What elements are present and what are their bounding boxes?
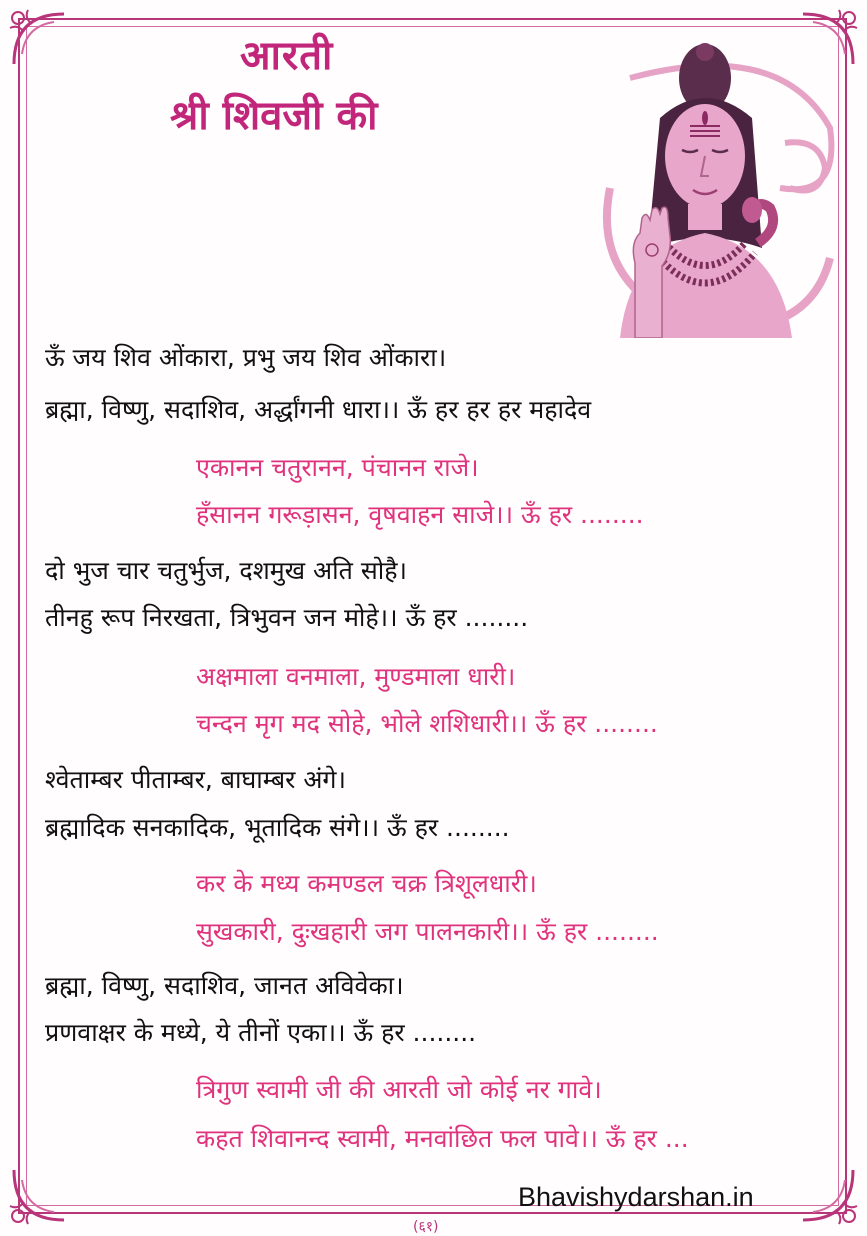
verse-8-line-2: कहत शिवानन्द स्वामी, मनवांछित फल पावे।। ऊँ हर ... (196, 1124, 689, 1153)
verse-1-line-1: ऊँ जय शिव ओंकारा, प्रभु जय शिव ओंकारा। (45, 343, 447, 372)
verse-7-line-1: ब्रह्मा, विष्णु, सदाशिव, जानत अविवेका। (45, 971, 404, 1000)
corner-ornament-icon (793, 1160, 863, 1230)
verse-1-line-2: ब्रह्मा, विष्णु, सदाशिव, अर्द्धांगनी धारा।। ऊँ हर हर हर महादेव (45, 395, 592, 424)
page-subtitle: श्री शिवजी की (170, 93, 378, 139)
verse-4-line-2: चन्दन मृग मद सोहे, भोले शशिधारी।। ऊँ हर ........ (196, 709, 658, 738)
verse-4-line-1: अक्षमाला वनमाला, मुण्डमाला धारी। (196, 662, 516, 691)
verse-5-line-1: श्वेताम्बर पीताम्बर, बाघाम्बर अंगे। (45, 765, 346, 794)
verse-6-line-1: कर के मध्य कमण्डल चक्र त्रिशूलधारी। (196, 869, 537, 898)
verse-7-line-2: प्रणवाक्षर के मध्ये, ये तीनों एका।। ऊँ हर ........ (45, 1018, 477, 1047)
verse-5-line-2: ब्रह्मादिक सनकादिक, भूतादिक संगे।। ऊँ हर ........ (45, 813, 510, 842)
verse-3-line-1: दो भुज चार चतुर्भुज, दशमुख अति सोहै। (45, 556, 407, 585)
corner-ornament-icon (4, 4, 74, 74)
verse-2-line-1: एकानन चतुरानन, पंचानन राजे। (196, 453, 479, 482)
verse-2-line-2: हँसानन गरूड़ासन, वृषवाहन साजे।। ऊँ हर ........ (196, 500, 644, 529)
page-title: आरती (240, 33, 334, 79)
verse-6-line-2: सुखकारी, दुःखहारी जग पालनकारी।। ऊँ हर ........ (196, 917, 659, 946)
verse-8-line-1: त्रिगुण स्वामी जी की आरती जो कोई नर गावे। (196, 1075, 602, 1104)
page-number: (६१) (413, 1219, 439, 1235)
verse-3-line-2: तीनहु रूप निरखता, त्रिभुवन जन मोहे।। ऊँ हर ........ (45, 603, 529, 632)
corner-ornament-icon (4, 1160, 74, 1230)
shiva-illustration (580, 38, 840, 338)
site-watermark: Bhavishydarshan.in (518, 1182, 754, 1212)
